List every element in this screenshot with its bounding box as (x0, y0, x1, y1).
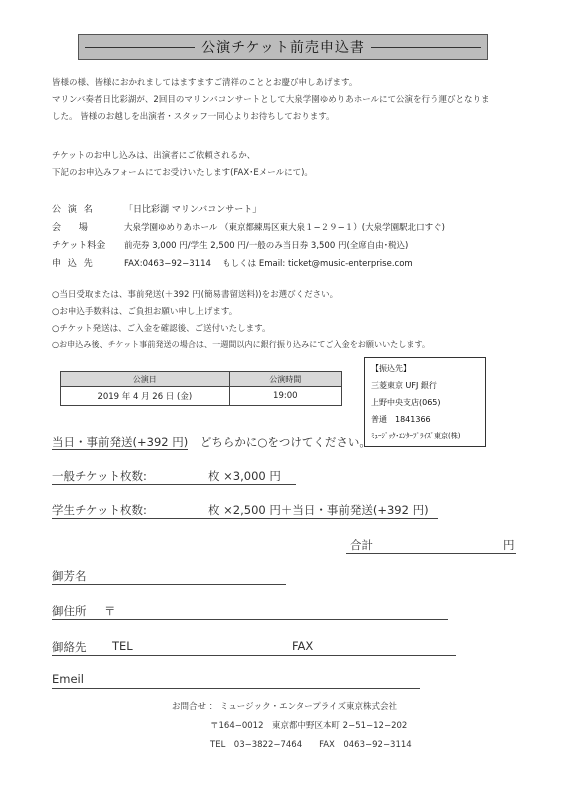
general-ticket-line[interactable] (52, 484, 296, 485)
student-ticket-label: 学生チケット枚数: (52, 503, 147, 517)
note-1: ○当日受取または、事前発送(＋392 円(簡易書留送料))をお選びください。 (52, 290, 339, 300)
name-label: 御芳名 (52, 569, 87, 583)
total-label: 合計 (350, 538, 373, 552)
delivery-option[interactable]: 当日・事前発送(+392 円) (52, 435, 189, 449)
schedule-table (60, 371, 342, 406)
request-line-1: チケットのお申し込みは、出演者にご依頼されるか、 (52, 151, 256, 161)
address-label: 御住所 (52, 604, 87, 618)
footer-inquiry: お問合せ ： ミュージック・エンタープライズ東京株式会社 (172, 702, 397, 712)
schedule-date-header: 公演日 (61, 372, 230, 387)
info-label: 公 演 名 (52, 205, 95, 215)
bank-holder: ﾐｭｰｼﾞｯｸ･ｴﾝﾀｰﾌﾟﾗｲｽﾞ東京(株) (371, 432, 461, 440)
title-bar (78, 34, 488, 60)
note-3: ○チケット発送は、ご入金を確認後、ご送付いたします。 (52, 324, 271, 334)
intro-line-1: 皆様の様、皆様におかれましてはますますご清祥のこととお慶び申しあげます。 (52, 78, 358, 88)
general-ticket-price: 枚 ×3,000 円 (208, 469, 281, 483)
bank-account: 普通 1841366 (371, 415, 431, 424)
email-line[interactable] (52, 688, 420, 689)
intro-line-3: した。 皆様のお越しを出演者・スタッフ一同心よりお待ちしております。 (52, 112, 335, 122)
info-value: 「日比彩湖 マリンバコンサート」 (124, 205, 262, 215)
general-ticket-label: 一般チケット枚数: (52, 469, 147, 483)
info-row-contact (52, 256, 413, 269)
postal-mark: 〒 (104, 604, 116, 618)
schedule-date: 2019 年 4 月 26 日 (金) (61, 387, 230, 406)
bank-heading: 【振込先】 (371, 364, 411, 373)
total-line[interactable] (346, 553, 516, 554)
name-line[interactable] (52, 584, 286, 585)
delivery-option-row (52, 434, 371, 450)
request-line-2: 下記のお申込みフォームにてお受けいたします(FAX･Eメールにて)。 (52, 168, 313, 178)
contact-label: 御絡先 (52, 640, 87, 654)
fax-label: FAX (292, 639, 314, 653)
info-label: チケット料金 (52, 241, 106, 251)
bank-transfer-box (364, 357, 486, 447)
footer-phone: TEL 03−3822−7464 FAX 0463−92−3114 (210, 740, 412, 750)
tel-label: TEL (112, 639, 133, 653)
info-value: FAX:0463−92−3114 もしくは Email: ticket@music-enterprise.com (124, 259, 413, 269)
info-label: 会 場 (52, 223, 90, 233)
footer-address: 〒164−0012 東京都中野区本町 2−51−12−202 (210, 721, 408, 731)
info-label: 申 込 先 (52, 259, 95, 269)
student-ticket-line[interactable] (52, 518, 438, 519)
delivery-instruction: どちらかに○をつけてください。 (199, 435, 371, 449)
info-row-price (52, 238, 408, 251)
contact-line[interactable] (52, 655, 456, 656)
total-unit: 円 (503, 538, 515, 552)
info-row-title (52, 202, 261, 215)
info-row-venue (52, 220, 445, 233)
info-value: 前売券 3,000 円/学生 2,500 円/一般のみ当日券 3,500 円(全席自由･税込) (124, 241, 409, 251)
title-rule-right (371, 47, 481, 48)
note-2: ○お申込手数料は、ご負担お願い申し上げます。 (52, 307, 238, 317)
schedule-time: 19:00 (229, 387, 341, 406)
address-line[interactable] (52, 619, 448, 620)
bank-name: 三菱東京 UFJ 銀行 (371, 381, 437, 390)
student-ticket-price: 枚 ×2,500 円＋当日・事前発送(+392 円) (208, 503, 429, 517)
note-4: ○お申込み後、チケット事前発送の場合は、一週間以内に銀行振り込みにてご入金をお願いいたします。 (52, 339, 431, 349)
title-rule-left (85, 47, 195, 48)
intro-line-2: マリンバ奏者日比彩湖が、2回目のマリンバコンサートとして大泉学園ゆめりあホールにて公演を行う運びとなりま (52, 95, 490, 105)
email-label: Emeil (52, 672, 84, 686)
info-value: 大泉学園ゆめりあホール （東京都練馬区東大泉１−２９−１）(大泉学園駅北口すぐ) (124, 223, 445, 233)
schedule-time-header: 公演時間 (229, 372, 341, 387)
page-title: 公演チケット前売申込書 (201, 40, 365, 56)
bank-branch: 上野中央支店(065) (371, 398, 441, 407)
